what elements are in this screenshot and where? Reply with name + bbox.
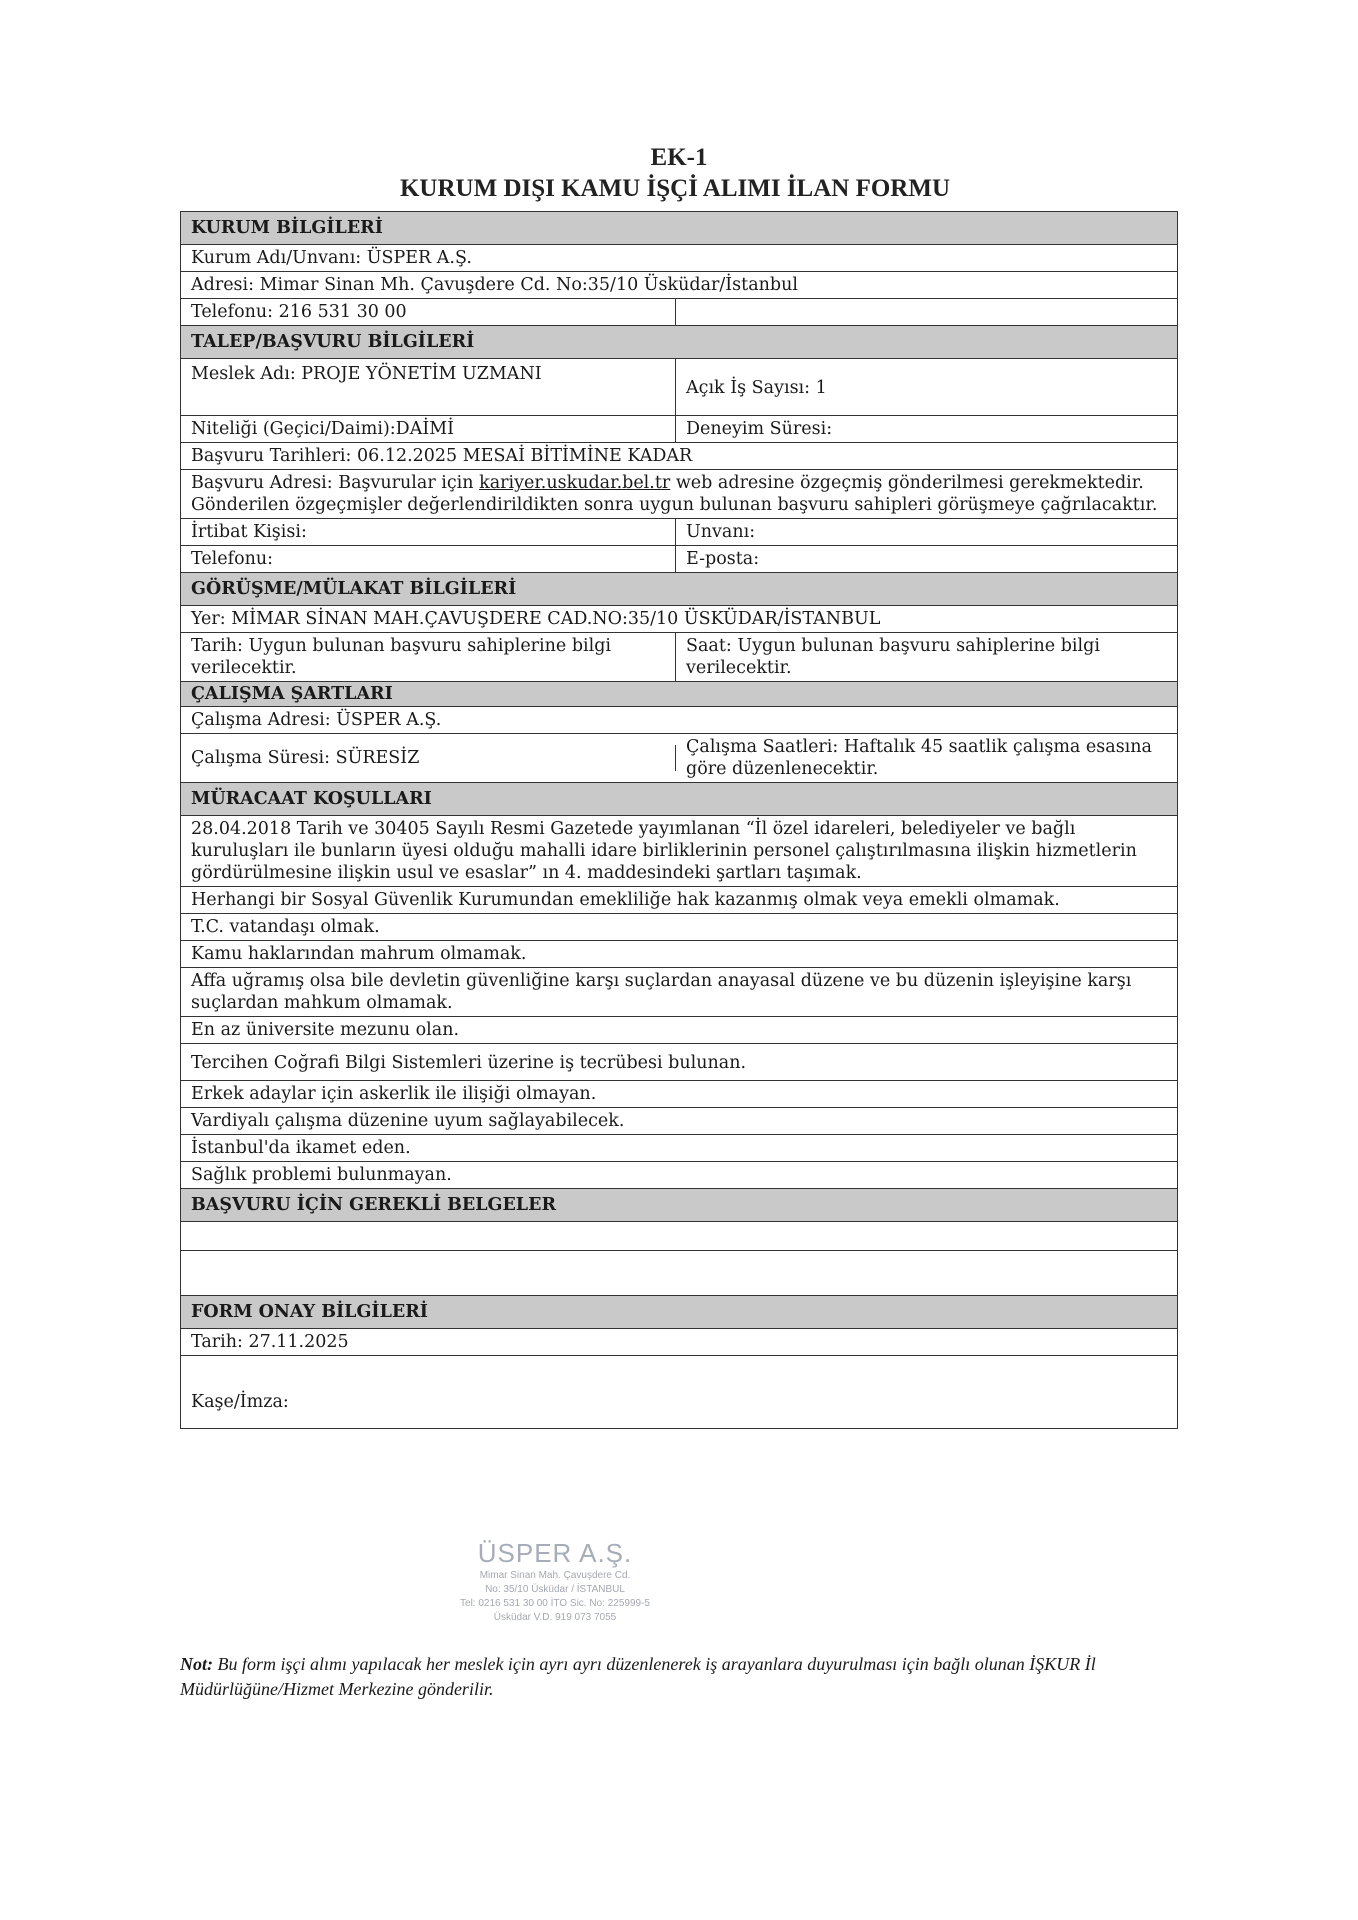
gorusme-yer: Yer: MİMAR SİNAN MAH.ÇAVUŞDERE CAD.NO:35/10 ÜSKÜDAR/İSTANBUL xyxy=(191,609,881,629)
kosul-item: En az üniversite mezunu olan. xyxy=(191,1020,460,1040)
acik-is-sayisi: Açık İş Sayısı: 1 xyxy=(686,378,827,398)
calisma-suresi: Çalışma Süresi: SÜRESİZ xyxy=(181,745,676,771)
section-gorusme-heading: GÖRÜŞME/MÜLAKAT BİLGİLERİ xyxy=(181,573,1177,606)
section-kurum-heading: KURUM BİLGİLERİ xyxy=(181,212,1177,245)
irtibat-telefonu: Telefonu: xyxy=(181,546,676,572)
e-posta: E-posta: xyxy=(686,549,760,569)
kosul-item: Erkek adaylar için askerlik ile ilişiği olmayan. xyxy=(191,1084,597,1104)
note-label: Not: xyxy=(180,1654,213,1674)
form-titles xyxy=(0,142,1358,204)
kurum-telefon: Telefonu: 216 531 30 00 xyxy=(181,299,676,325)
kosul-item: Affa uğramış olsa bile devletin güvenliğine karşı suçlardan anayasal düzene ve bu düzenin işleyişine karşı suçlardan mahkum olmamak. xyxy=(191,971,1132,1013)
gorusme-tarih: Tarih: Uygun bulunan başvuru sahiplerine bilgi verilecektir. xyxy=(181,633,676,681)
kosul-item: T.C. vatandaşı olmak. xyxy=(191,917,380,937)
section-talep-heading: TALEP/BAŞVURU BİLGİLERİ xyxy=(181,326,1177,359)
onay-tarih: Tarih: 27.11.2025 xyxy=(191,1332,349,1352)
meslek-adi: Meslek Adı: PROJE YÖNETİM UZMANI xyxy=(181,359,676,415)
calisma-saatleri: Çalışma Saatleri: Haftalık 45 saatlik çalışma esasına göre düzenlenecektir. xyxy=(686,737,1152,779)
form-note xyxy=(180,1652,1180,1702)
stamp-line: Tel: 0216 531 30 00 İTO Sic. No: 225999-5 xyxy=(460,1598,650,1609)
calisma-adresi: Çalışma Adresi: ÜSPER A.Ş. xyxy=(191,710,442,730)
form-title: KURUM DIŞI KAMU İŞÇİ ALIMI İLAN FORMU xyxy=(399,175,951,202)
kurum-adi: Kurum Adı/Unvanı: ÜSPER A.Ş. xyxy=(191,248,472,268)
stamp-line: No: 35/10 Üsküdar / İSTANBUL xyxy=(485,1584,625,1595)
basvuru-adresi: Başvuru Adresi: Başvurular için kariyer.uskudar.bel.tr web adresine özgeçmiş gönderilmesi gerekmektedir. Gönderilen özgeçmişler değerlendirildikten sonra uygun bulunan başvuru sahipleri görüşmeye çağrılacaktır. xyxy=(191,473,1158,515)
kurum-adres: Adresi: Mimar Sinan Mh. Çavuşdere Cd. No:35/10 Üsküdar/İstanbul xyxy=(191,275,798,295)
section-muracaat-heading: MÜRACAAT KOŞULLARI xyxy=(181,783,1177,816)
stamp-line: Mimar Sinan Mah. Çavuşdere Cd. xyxy=(479,1570,631,1581)
basvuru-tarihleri: Başvuru Tarihleri: 06.12.2025 MESAİ BİTİMİNE KADAR xyxy=(191,446,693,466)
kosul-item: Kamu haklarından mahrum olmamak. xyxy=(191,944,527,964)
kosul-item: 28.04.2018 Tarih ve 30405 Sayılı Resmi Gazetede yayımlanan “İl özel idareleri, belediyeler ve bağlı kuruluşları ile bunların üyesi olduğu mahalli idare birliklerinin personel çalıştırılmasına ilişkin hizmetlerin gördürülmesine ilişkin usul ve esaslar” ın 4. maddesindeki şartları taşımak. xyxy=(191,819,1137,883)
kariyer-link[interactable]: kariyer.uskudar.bel.tr xyxy=(479,473,671,493)
kosul-item: Sağlık problemi bulunmayan. xyxy=(191,1165,452,1185)
note-text: Bu form işçi alımı yapılacak her meslek için ayrı ayrı düzenlenerek iş arayanlara duyurulması için bağlı olunan İŞKUR İl Müdürlüğüne/Hizmet Merkezine gönderilir. xyxy=(180,1654,1096,1699)
section-onay-heading: FORM ONAY BİLGİLERİ xyxy=(181,1296,1177,1329)
section-belgeler-heading: BAŞVURU İÇİN GEREKLİ BELGELER xyxy=(181,1189,1177,1222)
kosul-item: Herhangi bir Sosyal Güvenlik Kurumundan emekliliğe hak kazanmış olmak veya emekli olmamak. xyxy=(191,890,1060,910)
kosul-item: Vardiyalı çalışma düzenine uyum sağlayabilecek. xyxy=(191,1111,625,1131)
section-calisma-heading: ÇALIŞMA ŞARTLARI xyxy=(181,682,1177,707)
deneyim-suresi: Deneyim Süresi: xyxy=(686,419,833,439)
form-table xyxy=(180,211,1178,1429)
form-annex-label: EK-1 xyxy=(650,144,708,171)
unvani: Unvanı: xyxy=(686,522,756,542)
belgeler-empty-row xyxy=(181,1251,1177,1296)
niteligi: Niteliği (Geçici/Daimi):DAİMİ xyxy=(181,416,676,442)
kase-imza: Kaşe/İmza: xyxy=(191,1392,289,1412)
gorusme-saat: Saat: Uygun bulunan başvuru sahiplerine bilgi verilecektir. xyxy=(686,636,1100,678)
belgeler-empty-row xyxy=(181,1222,1177,1251)
kosul-item: Tercihen Coğrafi Bilgi Sistemleri üzerine iş tecrübesi bulunan. xyxy=(191,1053,747,1073)
company-stamp xyxy=(375,1538,735,1625)
kosul-item: İstanbul'da ikamet eden. xyxy=(191,1138,411,1158)
stamp-company-name: ÜSPER A.Ş. xyxy=(477,1538,633,1568)
stamp-line: Üsküdar V.D. 919 073 7055 xyxy=(493,1612,617,1623)
irtibat-kisisi: İrtibat Kişisi: xyxy=(181,519,676,545)
